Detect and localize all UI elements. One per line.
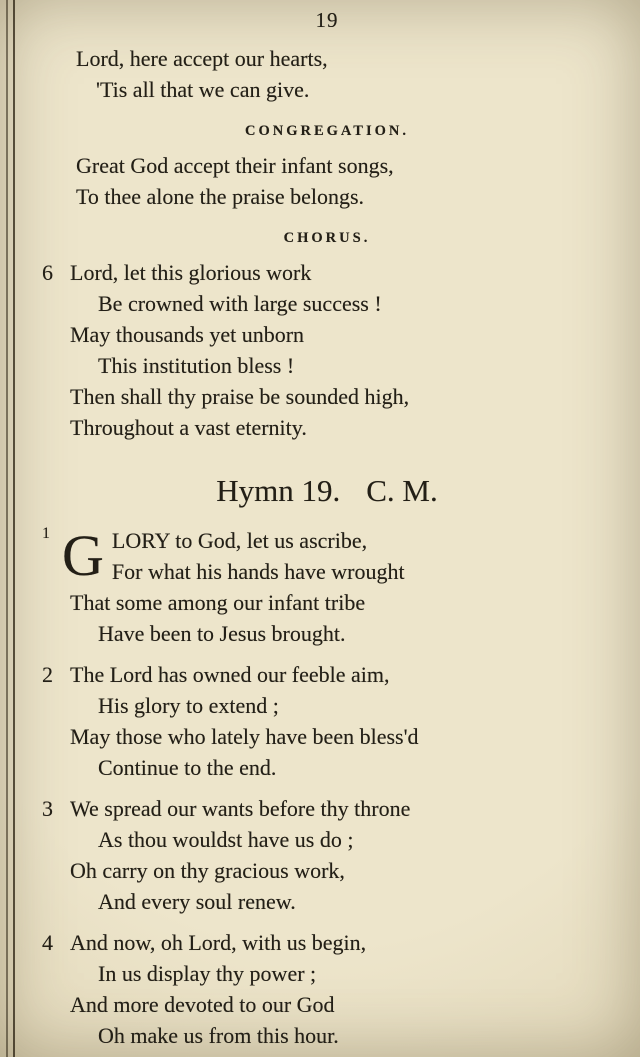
verse-line: As thou wouldst have us do ; (98, 827, 354, 852)
stanza-number: 1 (42, 525, 50, 542)
stanza-number: 2 (42, 662, 53, 687)
verse-line: In us display thy power ; (98, 961, 317, 986)
hymn-stanza-1 (42, 525, 612, 649)
drop-cap-lines (112, 525, 405, 587)
stanza-number: 3 (42, 796, 53, 821)
verse-text: Lord, let this glorious work (70, 260, 312, 285)
chorus-stanza (42, 257, 612, 443)
verse-line: Oh make us from this hour. (98, 1023, 339, 1048)
verse-line: May those who lately have been bless'd (70, 724, 419, 749)
verse-text: The Lord has owned our feeble aim, (70, 662, 390, 687)
verse-line (42, 927, 612, 958)
verse-line (42, 257, 612, 288)
verse-line: And every soul renew. (98, 889, 296, 914)
verse-line: Lord, here accept our hearts, (76, 46, 328, 71)
ending-stanza (42, 43, 612, 105)
verse-line: May thousands yet unborn (70, 322, 305, 347)
verse-line: Oh carry on thy gracious work, (70, 858, 345, 883)
drop-cap-row (42, 525, 612, 587)
verse-line: That some among our infant tribe (70, 590, 366, 615)
page-number: 19 (315, 8, 339, 32)
verse-text: We spread our wants before thy throne (70, 796, 411, 821)
verse-text: And now, oh Lord, with us begin, (70, 930, 367, 955)
hymn-stanza-2 (42, 659, 612, 783)
hymn-title (42, 473, 612, 509)
verse-line: Then shall thy praise be sounded high, (70, 384, 410, 409)
verse-line: His glory to extend ; (98, 693, 279, 718)
verse-line: This institution bless ! (98, 353, 295, 378)
congregation-stanza (42, 150, 612, 212)
stanza-number: 4 (42, 930, 53, 955)
verse-line (42, 659, 612, 690)
verse-line: Great God accept their infant songs, (76, 153, 394, 178)
verse-line: And more devoted to our God (70, 992, 335, 1017)
drop-cap: G (62, 523, 104, 588)
verse-line: 'Tis all that we can give. (96, 77, 310, 102)
stanza-number: 6 (42, 260, 53, 285)
verse-line: Have been to Jesus brought. (98, 621, 346, 646)
verse-line: Throughout a vast eternity. (70, 415, 307, 440)
verse-line: LORY to God, let us ascribe, (111, 528, 368, 553)
hymn-stanza-3 (42, 793, 612, 917)
verse-line: For what his hands have wrought (111, 559, 405, 584)
verse-line: Be crowned with large success ! (98, 291, 382, 316)
verse-line: To thee alone the praise belongs. (76, 184, 365, 209)
hymn-stanza-4 (42, 927, 612, 1051)
verse-line (42, 793, 612, 824)
section-heading-chorus: CHORUS. (283, 230, 371, 246)
hymn-meter: C. M. (366, 473, 438, 508)
hymn-title-text: Hymn 19. (216, 473, 341, 508)
verse-line: Continue to the end. (98, 755, 277, 780)
section-heading-congregation: CONGREGATION. (244, 123, 409, 139)
